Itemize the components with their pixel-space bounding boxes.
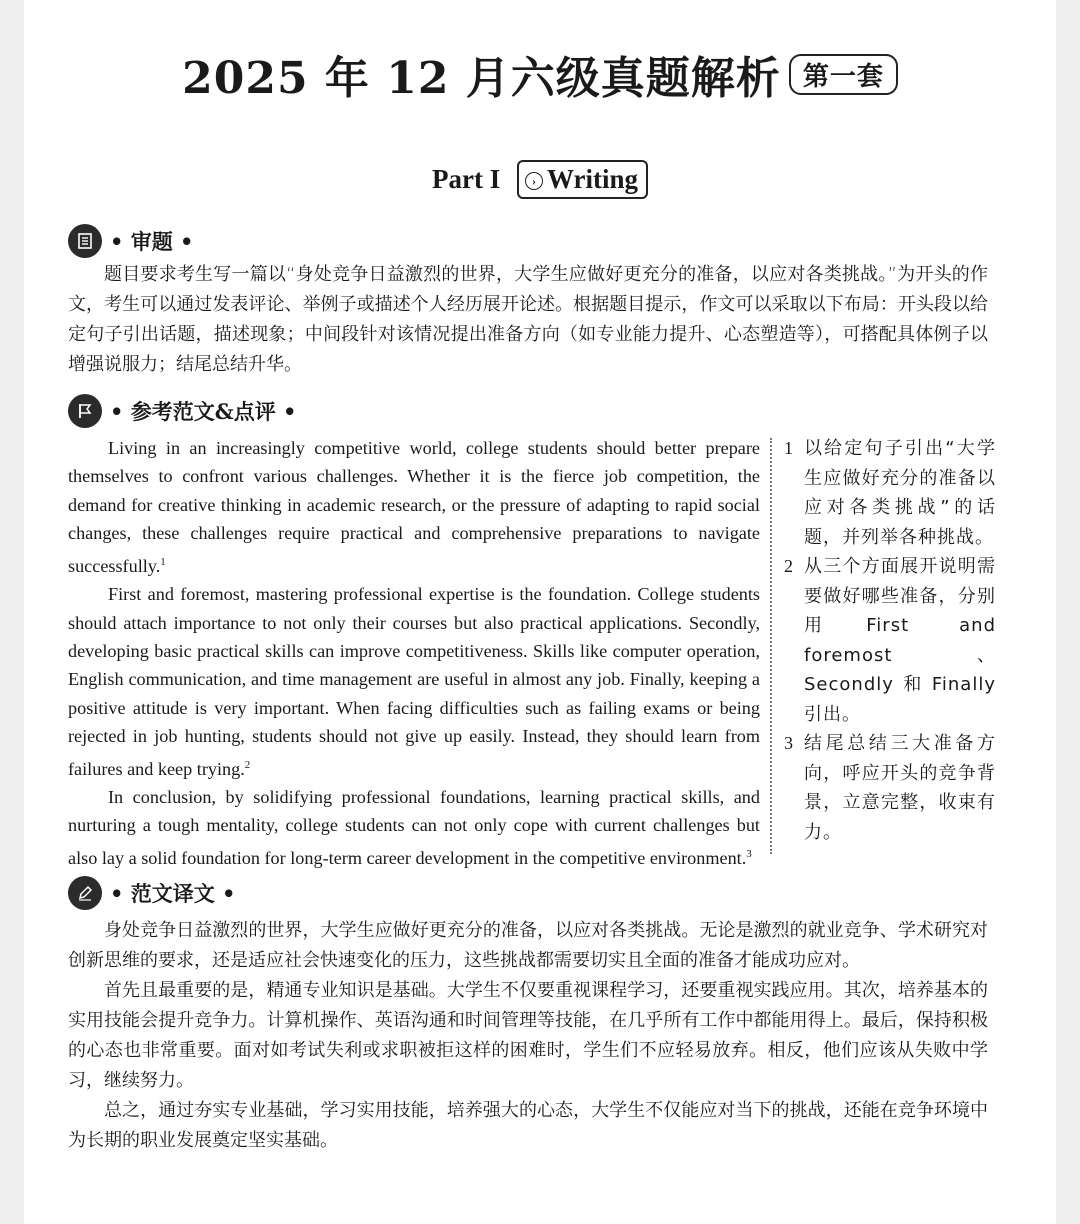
note-marker: 1 (160, 555, 166, 568)
part-name-box (517, 160, 648, 199)
note-number: 3 (784, 733, 793, 753)
dotted-divider (770, 438, 772, 854)
essay-paragraph: First and foremost, mastering professional expertise is the foundation. College students should attach importance to not only their courses but also practical applications. Secondly, developing basic practical skills can improve competitiveness. Skills like computer operation, English communication, and time management are useful in almost any job. Finally, keeping a positive attitude is very important. When facing difficulties such as failing exams or being rejected in job hunting, students should not give up easily. Instead, they should learn from failures and keep trying.$^2$ (68, 584, 760, 779)
analysis-text: 题目要求考生写一篇以“身处竞争日益激烈的世界，大学生应做好更充分的准备，以应对各类挑战。”为开头的作文，考生可以通过发表评论、举例子或描述个人经历展开论述。根据题目提示，作文可以采取以下布局：开头段以给定句子引出话题，描述现象；中间段针对该情况提出准备方向（如专业能力提升、心态塑造等），可搭配具体例子以增强说服力；结尾总结升华。 (68, 264, 988, 375)
section-heading-analysis (68, 224, 193, 258)
note-item (784, 552, 996, 729)
sample-essay (68, 434, 760, 872)
note-text: 以给定句子引出“大学生应做好充分的准备以应对各类挑战”的话题，并列举各种挑战。 (804, 438, 996, 548)
translation-paragraph: 身处竞争日益激烈的世界，大学生应做好更充分的准备，以应对各类挑战。无论是激烈的就业竞争、学术研究对创新思维的要求，还是适应社会快速变化的压力，这些挑战都需要切实且全面的准备才能成功应对。 (68, 920, 988, 971)
set-badge: 第一套 (789, 54, 898, 95)
section-heading-sample (68, 394, 296, 428)
essay-paragraph: In conclusion, by solidifying professional foundations, learning practical skills, and nurturing a tough mentality, college students can not only cope with current challenges but also lay a solid foundation for long-term career development in the competitive environment.$^3$ (68, 787, 760, 868)
section-heading-text: • 参考范文&点评 • (110, 399, 297, 424)
note-text: 从三个方面展开说明需要做好哪些准备，分别用First and foremost、Secondly和Finally引出。 (804, 556, 996, 725)
essay-paragraph: Living in an increasingly competitive world, college students should better prepare themselves to confront various challenges. Whether it is the fierce job competition, the demand for creative thinking in academic research, or the pressure of adapting to rapid social changes, these challenges require practical and comprehensive preparations to navigate successfully.$^1$ (68, 438, 760, 576)
title-text: 2025 年 12 月六级真题解析 (182, 53, 781, 104)
translation-paragraph: 总之，通过夯实专业基础，学习实用技能，培养强大的心态，大学生不仅能应对当下的挑战，还能在竞争环境中为长期的职业发展奠定坚实基础。 (68, 1100, 988, 1151)
note-item (784, 729, 996, 847)
document-page (24, 0, 1056, 1224)
analysis-paragraph (68, 260, 988, 380)
arrow-circle-icon: › (525, 172, 543, 190)
note-marker: 2 (244, 758, 251, 771)
translation-block (68, 916, 988, 1156)
part-label: Part I (432, 164, 501, 194)
translation-paragraph: 首先且最重要的是，精通专业知识是基础。大学生不仅要重视课程学习，还要重视实践应用。其次，培养基本的实用技能会提升竞争力。计算机操作、英语沟通和时间管理等技能，在几乎所有工作中都能用得上。最后，保持积极的心态也非常重要。面对如考试失利或求职被拒这样的困难时，学生们不应轻易放弃。相反，他们应该从失败中学习，继续努力。 (68, 980, 988, 1091)
section-heading-text: • 审题 • (110, 229, 194, 254)
part-heading (24, 160, 1056, 199)
section-heading-translation (68, 876, 235, 910)
note-number: 1 (784, 438, 793, 458)
note-number: 2 (784, 556, 793, 576)
note-marker: 3 (746, 847, 752, 860)
flag-icon (68, 394, 102, 428)
section-heading-text: • 范文译文 • (110, 881, 236, 906)
document-icon (68, 224, 102, 258)
pen-icon (68, 876, 102, 910)
essay-notes (784, 434, 996, 847)
page-title (24, 42, 1056, 106)
note-item (784, 434, 996, 552)
note-text: 结尾总结三大准备方向，呼应开头的竞争背景，立意完整，收束有力。 (804, 733, 996, 843)
part-name: Writing (546, 164, 638, 194)
